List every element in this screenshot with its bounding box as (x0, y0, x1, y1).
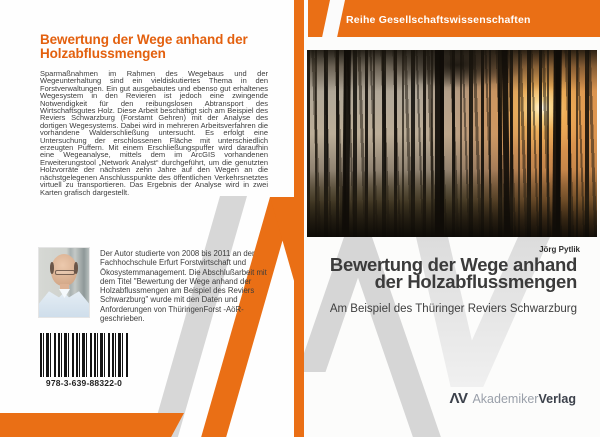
tree-trunk (435, 50, 444, 237)
author-portrait (39, 248, 89, 317)
tree-trunk (342, 50, 351, 237)
forest-photo (307, 50, 597, 237)
front-cover (304, 0, 600, 437)
publisher-name (472, 390, 576, 408)
publisher-logo (449, 390, 576, 408)
back-bottom-band (0, 413, 184, 437)
tree-trunk (552, 50, 562, 237)
portrait-glasses (55, 270, 75, 275)
front-title-line1: Bewertung der Wege anhand (329, 254, 577, 275)
portrait-hair-left (50, 262, 54, 274)
publisher-name-bold: Verlag (538, 392, 576, 406)
barcode-image (40, 333, 128, 377)
synopsis-text: Sparmaßnahmen im Rahmen des Wegebaus und der Wegeunterhaltung sind ein vieldiskutiertes Thema in den Forstverwaltungen. Ein gut ausgebautes und ebenso gut erhaltenes Wegesystem in den Revieren ist jedoch eine zwingende Notwendigkeit für den reibungslosen Abtransport des Wirtschaftsgutes Holz. Diese Arbeit beschäftigt sich am Beispiel des Reviers Schwarzburg (Forstamt Gehren) mit der Analyse des dortigen Wegesystems. Dabei wird in mehreren Arbeitsverfahren die vorhandene Walderschließung untersucht. Es erfolgt eine Untersuchung der erschlossenen Fläche mit unterschiedlich erzeugten Puffern. Mit einem Erschließungspuffer wird daraufhin eine Wegeanalyse, mittels dem im ArcGIS vorhandenen Erweiterungstool „Network Analyst“ durchgeführt, um die genutzten Holzvorräte der nächsten zehn Jahre auf den Wegen an die nächstgelegenen Anschlusspunkte des öffentlichen Verkehrsnetztes virtuell zu transportieren. Das Ergebnis der Analyse wird in zwei Karten grafisch dargestellt. (40, 69, 268, 197)
front-author-name: Jörg Pytlik (539, 245, 580, 254)
book-spine (294, 0, 304, 437)
av-logo-icon: ΛV (449, 390, 467, 407)
front-title (329, 254, 577, 292)
back-cover-title: Bewertung der Wege anhand der Holzabflussmengen (40, 32, 248, 61)
front-subtitle: Am Beispiel des Thüringer Reviers Schwarzburg (329, 303, 577, 315)
author-bio-text: Der Autor studierte von 2008 bis 2011 an der Fachhochschule Erfurt Forstwirtschaft und Ökosystemmanagement. Die Abschlußarbeit mit dem Titel "Bewertung der Wege anhand der Holzabflussmengen am Beispiel des Reviers Schwarzburg" wurde mit den Daten und Anforderungen von ThüringenForst -AöR- geschrieben. (100, 249, 267, 323)
isbn-label: 978-3-639-88322-0 (45, 378, 123, 388)
publisher-name-light: Akademiker (472, 392, 539, 406)
front-title-line2: der Holzabflussmengen (374, 270, 577, 292)
series-label: Reihe Gesellschaftswissenschaften (346, 14, 531, 26)
back-cover (0, 0, 294, 437)
